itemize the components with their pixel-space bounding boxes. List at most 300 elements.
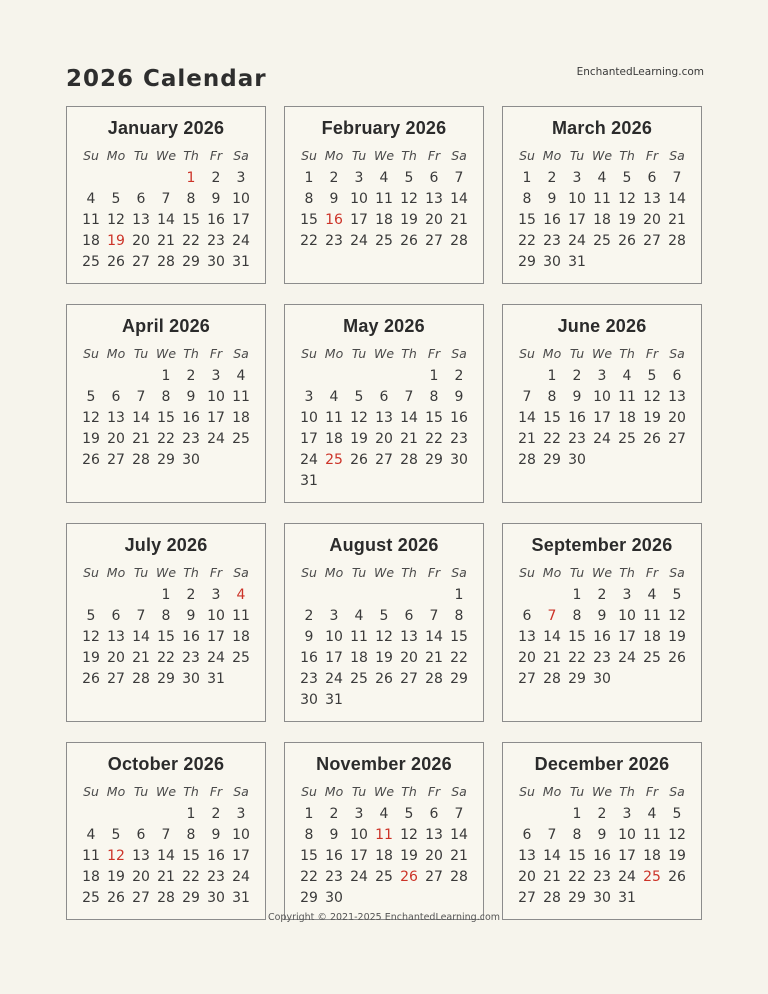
day-cell: 22 bbox=[450, 650, 468, 666]
day-cell: 21 bbox=[157, 869, 175, 885]
day-cell: 10 bbox=[618, 608, 636, 624]
month-october bbox=[66, 742, 266, 920]
weekday-label: Fr bbox=[645, 784, 659, 799]
day-cell: 6 bbox=[429, 806, 439, 822]
day-cell: 18 bbox=[593, 212, 611, 228]
day-cell: 22 bbox=[543, 431, 561, 447]
weekday-label: Th bbox=[401, 565, 417, 580]
day-cell: 13 bbox=[425, 191, 443, 207]
day-cell: 5 bbox=[111, 191, 121, 207]
day-cell-holiday: 19 bbox=[107, 233, 125, 249]
day-cell: 16 bbox=[182, 410, 200, 426]
weekday-label: Tu bbox=[351, 784, 367, 799]
day-cell-empty bbox=[372, 366, 397, 387]
day-cell: 21 bbox=[450, 848, 468, 864]
month-title: April 2026 bbox=[121, 316, 211, 336]
day-cell: 13 bbox=[518, 629, 536, 645]
month-title: December 2026 bbox=[534, 754, 670, 774]
day-cell: 24 bbox=[207, 650, 225, 666]
weekday-header-row bbox=[285, 563, 483, 583]
day-cell: 10 bbox=[350, 827, 368, 843]
weekday-label: Fr bbox=[209, 784, 223, 799]
day-cell: 2 bbox=[454, 368, 464, 384]
day-cell: 24 bbox=[350, 869, 368, 885]
day-cell: 24 bbox=[568, 233, 586, 249]
weekday-label: Su bbox=[83, 565, 99, 580]
day-cell: 23 bbox=[568, 431, 586, 447]
weekday-label: Th bbox=[183, 148, 199, 163]
day-cell: 7 bbox=[454, 806, 464, 822]
day-cell: 5 bbox=[86, 389, 96, 405]
day-cell: 14 bbox=[425, 629, 443, 645]
day-cell: 6 bbox=[522, 608, 532, 624]
day-cell: 24 bbox=[300, 452, 318, 468]
weekday-label: Sa bbox=[233, 346, 249, 361]
day-cell: 12 bbox=[643, 389, 661, 405]
day-cell-empty bbox=[515, 366, 540, 387]
weekday-header-row bbox=[503, 782, 701, 802]
day-cell: 19 bbox=[350, 431, 368, 447]
weekday-header-row bbox=[285, 782, 483, 802]
day-cell: 9 bbox=[454, 389, 464, 405]
day-cell: 14 bbox=[543, 848, 561, 864]
day-cell: 28 bbox=[543, 890, 561, 906]
day-cell: 25 bbox=[375, 233, 393, 249]
weekday-label: Su bbox=[83, 784, 99, 799]
weekday-header-row bbox=[285, 344, 483, 364]
day-cell: 10 bbox=[232, 827, 250, 843]
day-cell: 3 bbox=[211, 368, 221, 384]
weekday-label: Fr bbox=[209, 148, 223, 163]
day-cell: 8 bbox=[572, 827, 582, 843]
day-cell: 4 bbox=[597, 170, 607, 186]
day-cell: 6 bbox=[672, 368, 682, 384]
day-cell: 14 bbox=[450, 191, 468, 207]
weekday-label: We bbox=[591, 148, 613, 163]
day-cell: 5 bbox=[622, 170, 632, 186]
day-cell: 20 bbox=[518, 869, 536, 885]
day-cell: 2 bbox=[597, 806, 607, 822]
day-cell: 15 bbox=[182, 212, 200, 228]
day-cell: 18 bbox=[618, 410, 636, 426]
weekday-label: Mo bbox=[324, 148, 344, 163]
weekday-header-row bbox=[503, 146, 701, 166]
day-cell: 6 bbox=[379, 389, 389, 405]
weekday-label: Su bbox=[301, 148, 317, 163]
day-cell: 4 bbox=[622, 368, 632, 384]
weekday-label: Th bbox=[619, 148, 635, 163]
day-cell: 5 bbox=[354, 389, 364, 405]
day-cell: 10 bbox=[325, 629, 343, 645]
day-cell: 8 bbox=[161, 389, 171, 405]
day-cell: 27 bbox=[132, 254, 150, 270]
day-cell: 23 bbox=[593, 650, 611, 666]
day-cell: 27 bbox=[107, 452, 125, 468]
day-cell: 2 bbox=[186, 368, 196, 384]
weekday-label: We bbox=[373, 346, 395, 361]
day-cell: 7 bbox=[136, 608, 146, 624]
day-cell: 9 bbox=[186, 389, 196, 405]
day-cell: 19 bbox=[82, 650, 100, 666]
day-cell: 20 bbox=[668, 410, 686, 426]
day-cell: 17 bbox=[593, 410, 611, 426]
weekday-label: Mo bbox=[106, 346, 126, 361]
day-cell-empty bbox=[79, 168, 104, 189]
site-link[interactable]: EnchantedLearning.com bbox=[576, 66, 704, 78]
month-june bbox=[502, 304, 702, 503]
day-cell: 8 bbox=[429, 389, 439, 405]
weekday-label: Th bbox=[183, 784, 199, 799]
day-grid bbox=[503, 585, 701, 690]
weekday-label: Sa bbox=[451, 346, 467, 361]
day-cell: 30 bbox=[182, 671, 200, 687]
month-march bbox=[502, 106, 702, 284]
day-cell: 25 bbox=[232, 431, 250, 447]
weekday-label: Mo bbox=[106, 148, 126, 163]
day-cell: 27 bbox=[425, 869, 443, 885]
month-title: May 2026 bbox=[343, 316, 425, 336]
weekday-label: Sa bbox=[669, 148, 685, 163]
day-cell: 8 bbox=[304, 827, 314, 843]
day-cell: 3 bbox=[304, 389, 314, 405]
day-cell: 23 bbox=[450, 431, 468, 447]
weekday-label: Su bbox=[301, 565, 317, 580]
weekday-label: Su bbox=[519, 148, 535, 163]
day-cell: 9 bbox=[572, 389, 582, 405]
day-cell-empty bbox=[104, 585, 129, 606]
day-cell: 1 bbox=[547, 368, 557, 384]
day-cell: 2 bbox=[211, 806, 221, 822]
weekday-label: Tu bbox=[351, 346, 367, 361]
day-cell: 21 bbox=[450, 212, 468, 228]
day-cell: 3 bbox=[597, 368, 607, 384]
day-cell: 10 bbox=[568, 191, 586, 207]
day-cell: 25 bbox=[82, 254, 100, 270]
day-cell: 21 bbox=[132, 650, 150, 666]
day-cell: 23 bbox=[182, 650, 200, 666]
day-cell: 9 bbox=[597, 827, 607, 843]
weekday-label: We bbox=[373, 784, 395, 799]
weekday-label: Tu bbox=[133, 346, 149, 361]
day-cell: 29 bbox=[543, 452, 561, 468]
day-cell: 29 bbox=[182, 254, 200, 270]
day-cell: 9 bbox=[329, 191, 339, 207]
day-cell: 22 bbox=[300, 233, 318, 249]
day-cell: 20 bbox=[425, 848, 443, 864]
day-cell: 2 bbox=[572, 368, 582, 384]
day-cell-empty bbox=[347, 585, 372, 606]
day-cell: 4 bbox=[86, 191, 96, 207]
day-cell: 4 bbox=[354, 608, 364, 624]
day-cell: 5 bbox=[647, 368, 657, 384]
day-cell: 7 bbox=[161, 827, 171, 843]
weekday-label: Mo bbox=[542, 148, 562, 163]
day-cell: 24 bbox=[618, 650, 636, 666]
day-cell: 18 bbox=[643, 848, 661, 864]
day-cell: 5 bbox=[672, 806, 682, 822]
day-cell: 31 bbox=[325, 692, 343, 708]
day-cell: 22 bbox=[182, 869, 200, 885]
day-cell: 28 bbox=[668, 233, 686, 249]
day-cell: 11 bbox=[643, 608, 661, 624]
day-cell: 24 bbox=[325, 671, 343, 687]
weekday-label: Fr bbox=[645, 346, 659, 361]
day-cell: 5 bbox=[672, 587, 682, 603]
day-cell-empty bbox=[129, 168, 154, 189]
day-cell: 30 bbox=[300, 692, 318, 708]
day-cell: 2 bbox=[186, 587, 196, 603]
day-cell: 6 bbox=[647, 170, 657, 186]
day-cell-empty bbox=[397, 585, 422, 606]
day-cell: 10 bbox=[232, 191, 250, 207]
day-cell: 16 bbox=[593, 848, 611, 864]
calendar-grid bbox=[66, 106, 702, 920]
day-cell-empty bbox=[129, 804, 154, 825]
month-november bbox=[284, 742, 484, 920]
month-may bbox=[284, 304, 484, 503]
day-cell: 11 bbox=[232, 608, 250, 624]
day-cell: 12 bbox=[618, 191, 636, 207]
day-cell: 17 bbox=[232, 848, 250, 864]
weekday-label: Sa bbox=[669, 784, 685, 799]
day-cell: 3 bbox=[354, 170, 364, 186]
day-cell: 29 bbox=[568, 671, 586, 687]
day-cell: 27 bbox=[668, 431, 686, 447]
day-cell: 11 bbox=[350, 629, 368, 645]
day-cell-empty bbox=[129, 585, 154, 606]
day-cell: 26 bbox=[668, 869, 686, 885]
day-cell: 30 bbox=[593, 890, 611, 906]
day-cell: 14 bbox=[450, 827, 468, 843]
month-january bbox=[66, 106, 266, 284]
weekday-label: Su bbox=[301, 784, 317, 799]
day-cell: 3 bbox=[236, 170, 246, 186]
day-cell: 6 bbox=[429, 170, 439, 186]
weekday-label: Fr bbox=[645, 565, 659, 580]
day-grid bbox=[503, 804, 701, 909]
day-cell: 30 bbox=[568, 452, 586, 468]
day-cell: 2 bbox=[329, 806, 339, 822]
day-cell: 18 bbox=[82, 233, 100, 249]
day-cell: 19 bbox=[668, 629, 686, 645]
day-cell: 8 bbox=[161, 608, 171, 624]
weekday-header-row bbox=[67, 146, 265, 166]
month-title: October 2026 bbox=[107, 754, 225, 774]
weekday-header-row bbox=[285, 146, 483, 166]
day-cell: 30 bbox=[207, 254, 225, 270]
day-cell: 16 bbox=[300, 650, 318, 666]
day-cell: 11 bbox=[82, 212, 100, 228]
day-cell-empty bbox=[154, 168, 179, 189]
day-cell: 15 bbox=[182, 848, 200, 864]
weekday-label: Tu bbox=[133, 148, 149, 163]
day-cell: 3 bbox=[572, 170, 582, 186]
day-cell: 21 bbox=[425, 650, 443, 666]
weekday-label: Mo bbox=[542, 565, 562, 580]
day-cell: 11 bbox=[82, 848, 100, 864]
day-cell: 12 bbox=[400, 191, 418, 207]
day-cell: 25 bbox=[375, 869, 393, 885]
day-cell: 5 bbox=[379, 608, 389, 624]
day-cell: 16 bbox=[543, 212, 561, 228]
day-cell: 25 bbox=[232, 650, 250, 666]
day-cell: 17 bbox=[207, 410, 225, 426]
day-cell: 11 bbox=[618, 389, 636, 405]
day-cell-holiday: 4 bbox=[236, 587, 246, 603]
day-cell-holiday: 7 bbox=[547, 608, 557, 624]
month-title: June 2026 bbox=[557, 316, 647, 336]
day-cell: 1 bbox=[522, 170, 532, 186]
day-cell: 22 bbox=[300, 869, 318, 885]
day-cell: 20 bbox=[400, 650, 418, 666]
day-cell: 12 bbox=[82, 410, 100, 426]
day-cell: 17 bbox=[350, 848, 368, 864]
weekday-label: Th bbox=[401, 148, 417, 163]
day-cell: 27 bbox=[518, 890, 536, 906]
day-cell: 1 bbox=[186, 806, 196, 822]
day-cell: 22 bbox=[157, 431, 175, 447]
day-grid bbox=[503, 366, 701, 471]
day-cell: 2 bbox=[547, 170, 557, 186]
page-title: 2026 Calendar bbox=[66, 66, 267, 92]
day-cell-empty bbox=[322, 366, 347, 387]
weekday-label: Tu bbox=[351, 565, 367, 580]
day-cell-empty bbox=[422, 585, 447, 606]
day-cell: 18 bbox=[375, 212, 393, 228]
day-cell: 19 bbox=[668, 848, 686, 864]
day-grid bbox=[285, 585, 483, 711]
day-cell: 17 bbox=[207, 629, 225, 645]
day-cell: 20 bbox=[107, 431, 125, 447]
weekday-header-row bbox=[503, 344, 701, 364]
weekday-label: Mo bbox=[324, 565, 344, 580]
day-cell: 19 bbox=[618, 212, 636, 228]
day-cell: 20 bbox=[425, 212, 443, 228]
weekday-label: Tu bbox=[569, 784, 585, 799]
day-cell: 28 bbox=[450, 869, 468, 885]
month-title: February 2026 bbox=[321, 118, 447, 138]
day-cell: 9 bbox=[186, 608, 196, 624]
day-cell: 12 bbox=[375, 629, 393, 645]
weekday-label: Fr bbox=[645, 148, 659, 163]
day-cell: 18 bbox=[232, 629, 250, 645]
day-cell-empty bbox=[79, 804, 104, 825]
day-cell: 10 bbox=[350, 191, 368, 207]
day-cell: 30 bbox=[543, 254, 561, 270]
day-cell-empty bbox=[104, 366, 129, 387]
weekday-label: Mo bbox=[542, 346, 562, 361]
day-cell: 29 bbox=[157, 671, 175, 687]
day-cell: 31 bbox=[232, 254, 250, 270]
weekday-label: Tu bbox=[569, 148, 585, 163]
day-cell: 4 bbox=[647, 806, 657, 822]
day-cell-empty bbox=[347, 366, 372, 387]
day-cell: 23 bbox=[207, 233, 225, 249]
day-cell: 28 bbox=[518, 452, 536, 468]
day-cell: 22 bbox=[568, 650, 586, 666]
day-cell: 14 bbox=[543, 629, 561, 645]
day-cell: 16 bbox=[207, 848, 225, 864]
day-cell: 1 bbox=[161, 368, 171, 384]
day-cell-empty bbox=[297, 366, 322, 387]
day-cell: 4 bbox=[379, 806, 389, 822]
weekday-label: Fr bbox=[209, 565, 223, 580]
day-cell: 28 bbox=[450, 233, 468, 249]
day-cell: 3 bbox=[236, 806, 246, 822]
weekday-label: Th bbox=[401, 346, 417, 361]
day-cell: 13 bbox=[107, 629, 125, 645]
weekday-label: Su bbox=[83, 148, 99, 163]
day-cell: 22 bbox=[157, 650, 175, 666]
weekday-label: Su bbox=[301, 346, 317, 361]
day-cell: 14 bbox=[518, 410, 536, 426]
month-april bbox=[66, 304, 266, 503]
day-grid bbox=[67, 585, 265, 690]
day-cell: 29 bbox=[425, 452, 443, 468]
day-cell: 23 bbox=[182, 431, 200, 447]
day-cell: 15 bbox=[543, 410, 561, 426]
weekday-label: Su bbox=[83, 346, 99, 361]
day-cell: 14 bbox=[132, 410, 150, 426]
day-cell: 25 bbox=[593, 233, 611, 249]
weekday-header-row bbox=[67, 563, 265, 583]
day-cell: 18 bbox=[325, 431, 343, 447]
day-cell: 7 bbox=[136, 389, 146, 405]
day-cell: 15 bbox=[450, 629, 468, 645]
day-cell: 27 bbox=[400, 671, 418, 687]
day-cell: 23 bbox=[325, 233, 343, 249]
day-cell: 7 bbox=[672, 170, 682, 186]
day-cell: 13 bbox=[132, 848, 150, 864]
weekday-label: Th bbox=[401, 784, 417, 799]
day-cell: 13 bbox=[400, 629, 418, 645]
weekday-label: Sa bbox=[451, 148, 467, 163]
day-cell: 2 bbox=[329, 170, 339, 186]
day-cell: 15 bbox=[157, 629, 175, 645]
weekday-label: Tu bbox=[351, 148, 367, 163]
weekday-label: Th bbox=[619, 784, 635, 799]
day-cell: 8 bbox=[186, 191, 196, 207]
weekday-label: We bbox=[155, 565, 177, 580]
day-cell-empty bbox=[104, 804, 129, 825]
day-cell: 22 bbox=[182, 233, 200, 249]
day-cell: 6 bbox=[404, 608, 414, 624]
weekday-label: Mo bbox=[324, 784, 344, 799]
page-header bbox=[0, 0, 768, 92]
day-cell: 10 bbox=[207, 389, 225, 405]
day-cell: 13 bbox=[668, 389, 686, 405]
day-grid bbox=[285, 804, 483, 909]
day-cell: 4 bbox=[647, 587, 657, 603]
day-grid bbox=[285, 168, 483, 252]
weekday-label: Fr bbox=[209, 346, 223, 361]
day-cell: 8 bbox=[454, 608, 464, 624]
day-cell: 30 bbox=[593, 671, 611, 687]
day-cell: 7 bbox=[429, 608, 439, 624]
day-cell: 6 bbox=[111, 389, 121, 405]
weekday-label: Tu bbox=[569, 565, 585, 580]
day-cell: 7 bbox=[404, 389, 414, 405]
day-cell: 28 bbox=[425, 671, 443, 687]
day-cell: 7 bbox=[454, 170, 464, 186]
weekday-label: Fr bbox=[427, 346, 441, 361]
weekday-label: Th bbox=[619, 565, 635, 580]
day-cell: 15 bbox=[300, 212, 318, 228]
day-cell: 16 bbox=[207, 212, 225, 228]
day-cell-empty bbox=[540, 585, 565, 606]
day-cell: 23 bbox=[325, 869, 343, 885]
day-cell: 26 bbox=[643, 431, 661, 447]
